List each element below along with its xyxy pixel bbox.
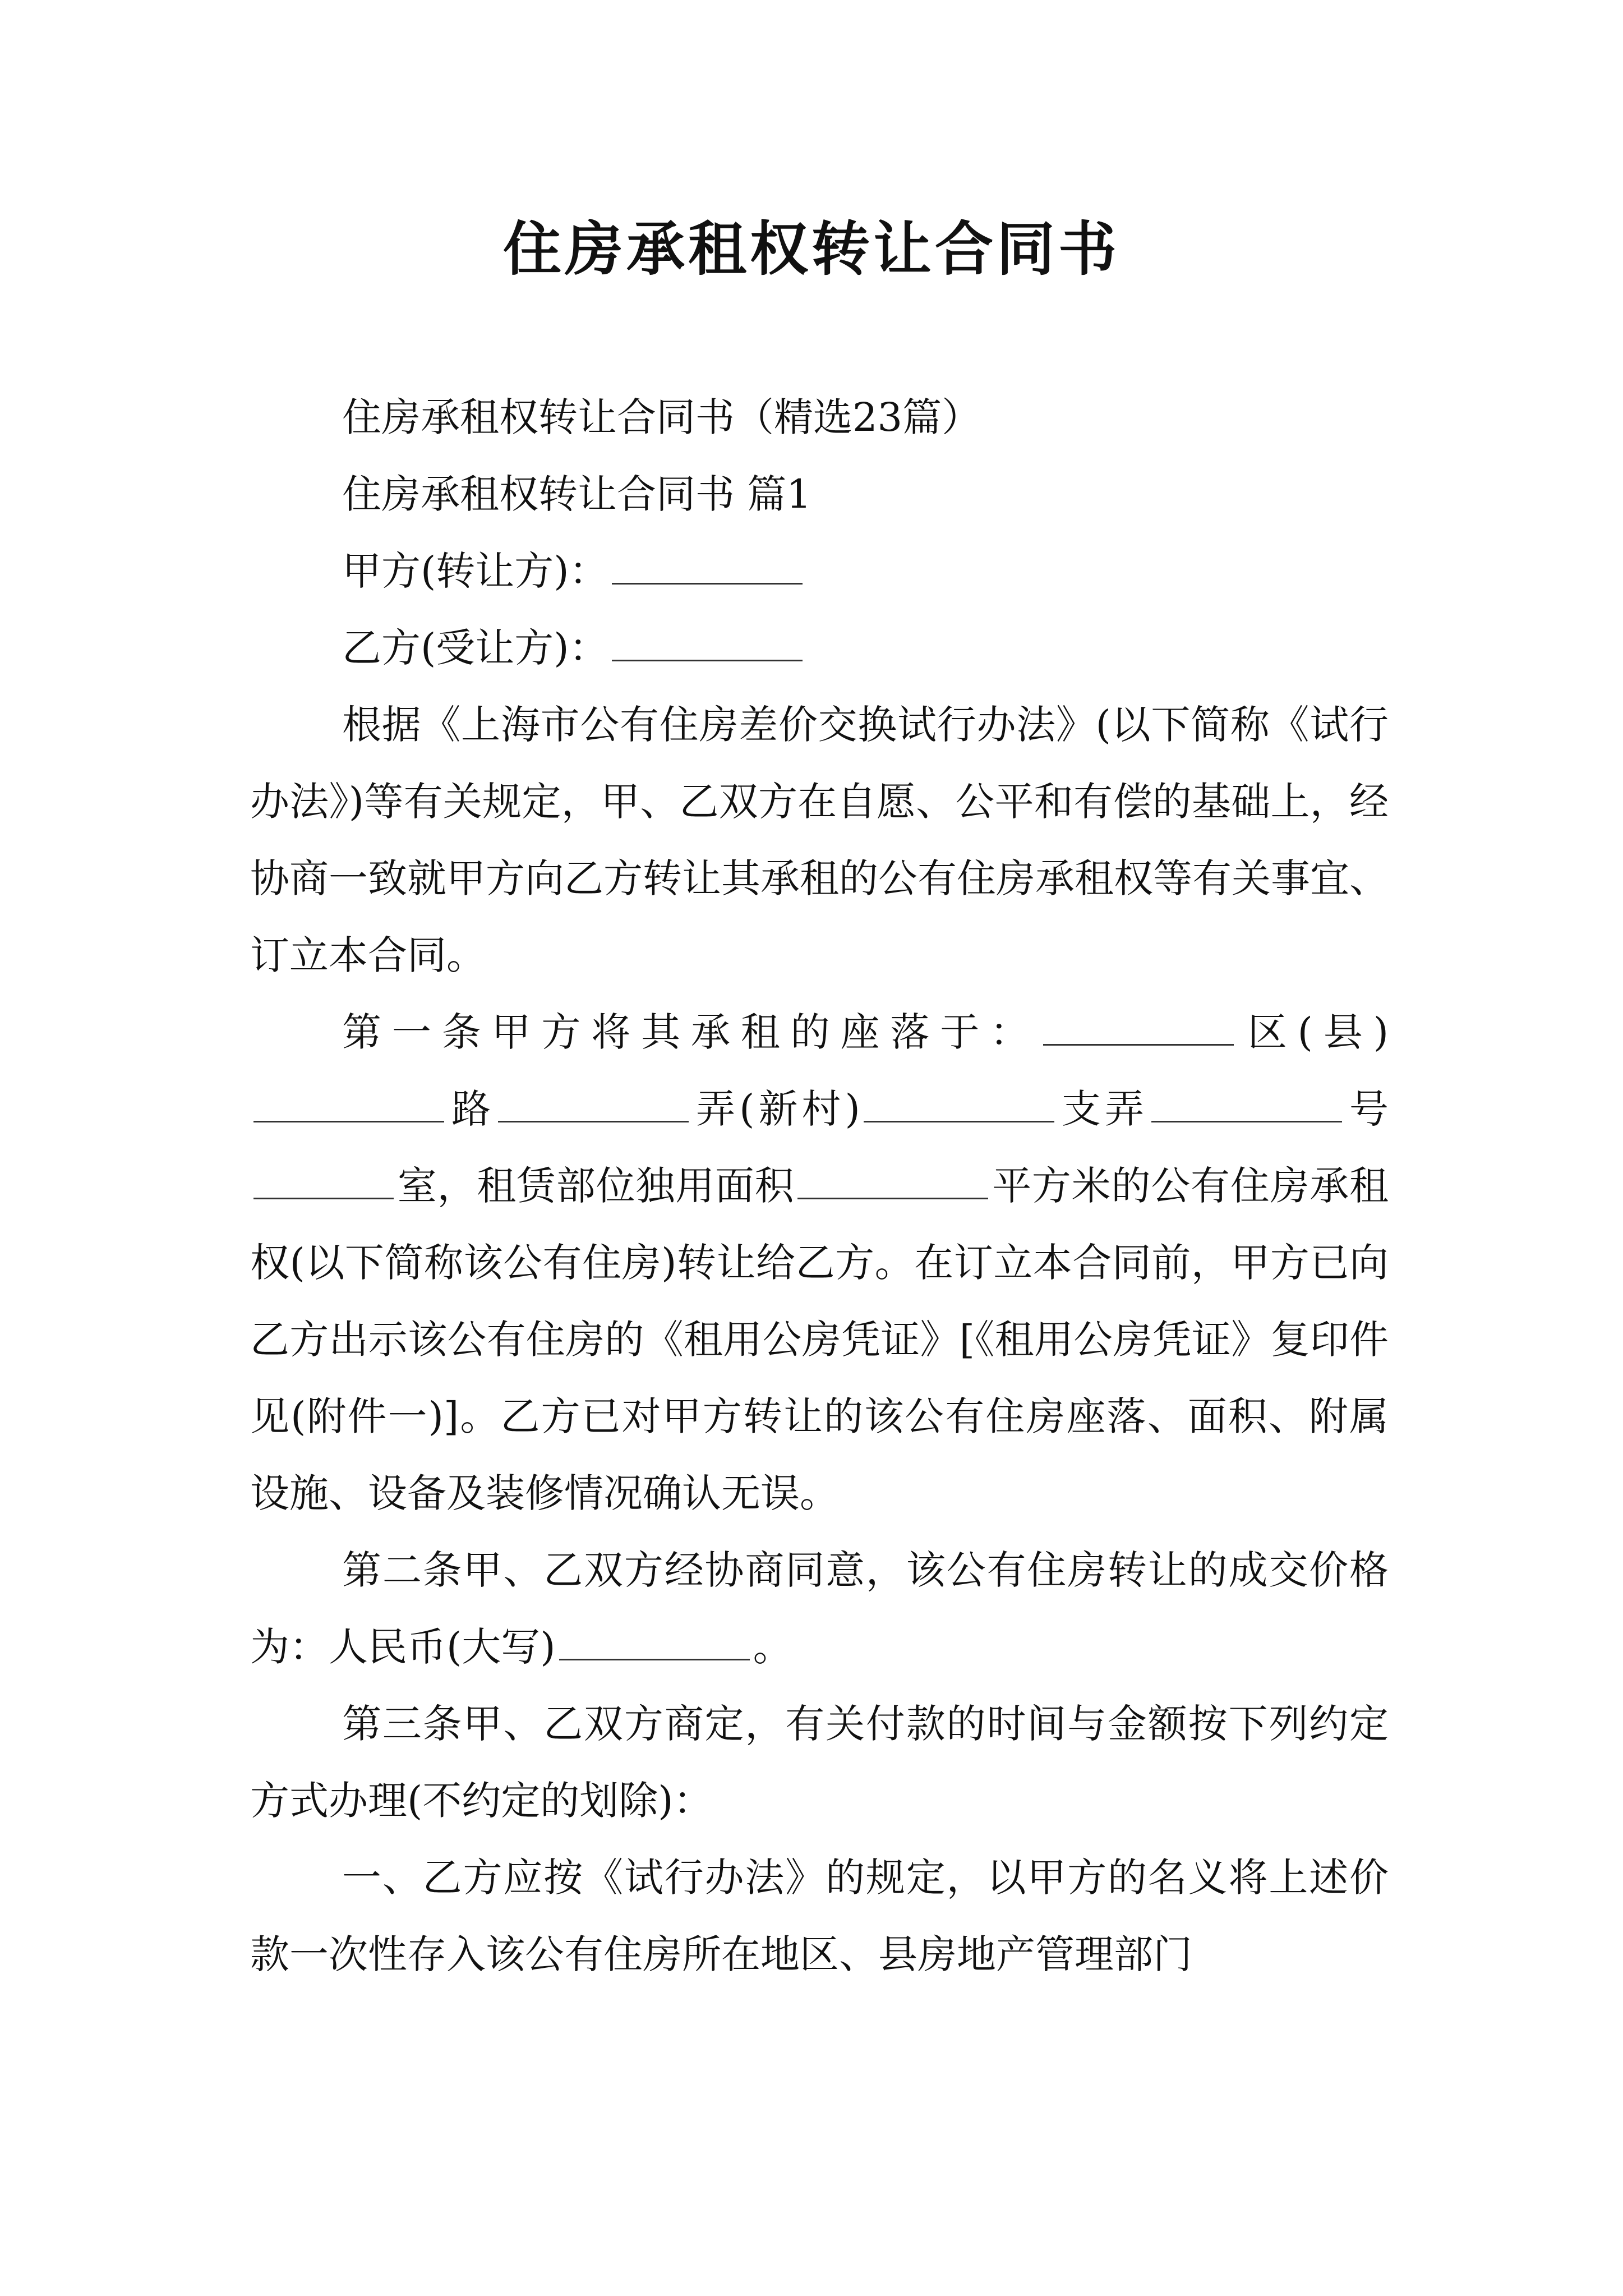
number-blank <box>253 1161 394 1200</box>
article-2 <box>250 1532 1389 1686</box>
party-a-blank <box>612 546 803 585</box>
art1-text-5: 支弄 <box>1057 1086 1148 1132</box>
party-b-label: 乙方(受让方)： <box>342 625 608 671</box>
subtitle: 住房承租权转让合同书（精选23篇） <box>342 394 981 440</box>
price-blank <box>559 1622 750 1661</box>
district-blank <box>1043 1007 1234 1046</box>
article-1 <box>250 994 1389 1532</box>
road-blank <box>253 1084 444 1123</box>
party-b-blank <box>612 623 803 662</box>
intro-paragraph: 根据《上海市公有住房差价交换试行办法》(以下简称《试行办法》)等有关规定，甲、乙双方在自愿、公平和有偿的基础上，经协商一致就甲方向乙方转让其承租的公有住房承租权等有关事宜、订立本合同。 <box>250 702 1389 978</box>
art1-text-2: 区(县) <box>1237 1009 1389 1055</box>
art1-text-3: 路 <box>448 1086 495 1132</box>
art2-text-2: 。 <box>753 1624 792 1670</box>
art1-text-4: 弄(新村) <box>692 1086 860 1132</box>
art1-text-6: 号 <box>1345 1086 1389 1132</box>
art2-text-1: 第二条甲、乙双方经协商同意，该公有住房转让的成交价格为：人民币(大写) <box>250 1547 1389 1670</box>
section-heading: 住房承租权转让合同书 篇1 <box>342 471 811 517</box>
party-a-line <box>250 533 1389 610</box>
item-1: 一、乙方应按《试行办法》的规定，以甲方的名义将上述价款一次性存入该公有住房所在地区、县房地产管理部门 <box>250 1855 1389 1977</box>
document-body <box>250 379 1389 1993</box>
sublane-blank <box>1151 1084 1342 1123</box>
lane-blank <box>498 1084 689 1123</box>
art1-text-1: 第一条甲方将其承租的座落于： <box>342 1009 1040 1055</box>
art1-text-7: 室，租赁部位独用面积 <box>397 1163 795 1209</box>
party-a-label: 甲方(转让方)： <box>342 548 608 594</box>
village-blank <box>864 1084 1054 1123</box>
article-3: 第三条甲、乙双方商定，有关付款的时间与金额按下列约定方式办理(不约定的划除)： <box>250 1701 1389 1824</box>
document-title: 住房承租权转让合同书 <box>502 215 1120 283</box>
party-b-line <box>250 610 1389 687</box>
area-blank <box>797 1161 988 1200</box>
art1-text-8: 平方米的公有住房承租权(以下简称该公有住房)转让给乙方。在订立本合同前，甲方已向乙方出示该公有住房的《租用公房凭证》[《租用公房凭证》复印件见(附件一)]。乙方已对甲方转让的该公有住房座落、面积、附属设施、设备及装修情况确认无误。 <box>250 1163 1389 1516</box>
